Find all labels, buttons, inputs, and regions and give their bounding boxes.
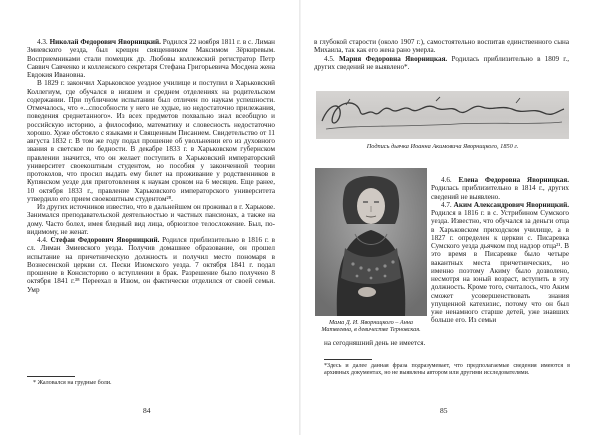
right-page-top-text xyxy=(314,38,569,71)
paragraph-4-7: 4.7. Аким Александрович Яворницкий. Родился в 1816 г. в с. Устрибином Сумского уезда. Известно, что обучался за деньги отца в Харьковском приходском училище, а в 1827 г. определен к церкви с. Писаревка Сумского уезда дьячком под надзор отца²¹. В это время в Писаревке было четыре вакантных места причетнических, но именно поэтому Акиму было дозволено, несмотря на юный возраст, вступить в эту должность. Кроме того, считалось, что Аким сможет усовершенствовать знания упущенной катехизис, потому что он был уже ненамного старше детей, уже знавших больше его. Из семьи xyxy=(431,200,569,325)
person-name-maria: Мария Федоровна Яворницкая. xyxy=(339,54,448,63)
portrait-photo xyxy=(315,168,427,316)
signature-image xyxy=(316,91,569,139)
paragraph-4-3: 4.3. Николай Федорович Яворницкий. Родился 22 ноября 1811 г. в с. Лиман Змиевского уезда, был крещен священником Максимом Зёркиревым. Восприемниками стали помещик др. Любовы коллежский регистратор Петр Саввич Савченко и коллежского секретаря Стефана Григорьевича Мосдена жена Евдокия Ивановна. xyxy=(27,38,275,79)
right-page xyxy=(300,0,600,435)
footnote-rule xyxy=(324,359,372,360)
paragraph-education: В 1829 г. закончил Харьковское уездное училище и поступил в Харьковский Коллегиум, где обучался в низшем и среднем отделениях на родительском содержании. При публичном испытании был отличен по наукам успешности. Отмечалось, что «...способности у него не худые, но недостаточно прилежания, поведения среднетанного». Из всех предметов похвально знал всеобщую и российскую историю, а философию, математику и словесность недостаточно хорошо. Хуже обстояло с языками и Священным Писанием. Свидетельство от 11 августа 1832 г. В том же году подал прошение об увольнении его из духовного звания в светское по бедности. В декабре 1833 г. в Харьковском губернском правлении значится, что он желает поступить в Харьковский императорский университет своекоштным студентом, но пособия у законченной теории протоколов, что просил выдать ему билет на проживание у родственников в Купянском уезде для приготовления к наукам сроком на 6 месяцев. Еще ранее, 10 октября 1833 г., правление Харьковского императорского университета утвердило его прием своекоштным студентом²⁸. xyxy=(27,79,275,203)
page-number: 85 xyxy=(440,406,448,415)
page-number: 84 xyxy=(143,406,151,415)
right-page-bottom-text xyxy=(324,339,570,347)
person-name-elena: Елена Федоровна Яворницкая. xyxy=(458,176,569,184)
signature-caption: Подпись дьячка Иоанна Акимовича Яворницкого, 1850 г. xyxy=(366,143,519,150)
photo-caption: Мама Д. И. Яворницкого – Анна Матвеевна, в девичестве Терновская. xyxy=(321,319,421,334)
paragraph-closing: на сегодняшний день не имеется. xyxy=(324,339,426,347)
paragraph-other-sources: Из других источников известно, что в дальнейшем он проживал в г. Харькове. Занимался преподавательской деятельностью и частных пансионах, а также на дому. Часто болел, имея бледный вид лица, обрюзглое телосложение. Был, по-видимому, не женат. xyxy=(27,203,275,236)
paragraph-4-5: 4.5. Мария Федоровна Яворницкая. Родилась приблизительно в 1809 г., других сведений не выявлено*. xyxy=(314,54,569,71)
footnote: * Жаловался на грудные боли. xyxy=(33,380,112,386)
paragraph-4-6: 4.6. Елена Федоровна Яворницкая. Родилась приблизительно в 1814 г., других сведений не выявлено. xyxy=(431,176,569,201)
footnote-rule xyxy=(27,376,75,377)
person-name-akim: Аким Александрович Яворницкий. xyxy=(453,200,569,209)
right-page-side-text xyxy=(431,176,569,325)
footnote: *Здесь и далее данная фраза подразумевает, что предполагаемые сведения имеются в архивных документах, но не выявлены автором или другими исследователями. xyxy=(324,363,570,376)
paragraph-continuation: в глубокой старости (около 1907 г.), самостоятельно воспитав единственного сына Михаила, так как его жена рано умерла. xyxy=(314,38,569,55)
left-page-body xyxy=(27,38,275,294)
paragraph-4-4: 4.4. Стефан Федорович Яворницкий. Родился приблизительно в 1816 г. в сл. Лиман Змиевского уезда. Получив домашнее образование, он прошел испытание на причетническую должность и получил место пономаря в Вознесенской церкви сл. Пески Изюмского уезда. 7 октября 1841 г. подал прошение в Консисторию о вступлении в брак. Разрешение было получено 8 октября 1841 г.³⁸ Переехал в Изюм, он фактически отделился от своей семьи. Умр xyxy=(27,236,276,294)
person-name-stefan: Стефан Федорович Яворницкий. xyxy=(50,236,160,244)
person-name-nikolai: Николай Федорович Яворницкий. xyxy=(49,38,161,46)
